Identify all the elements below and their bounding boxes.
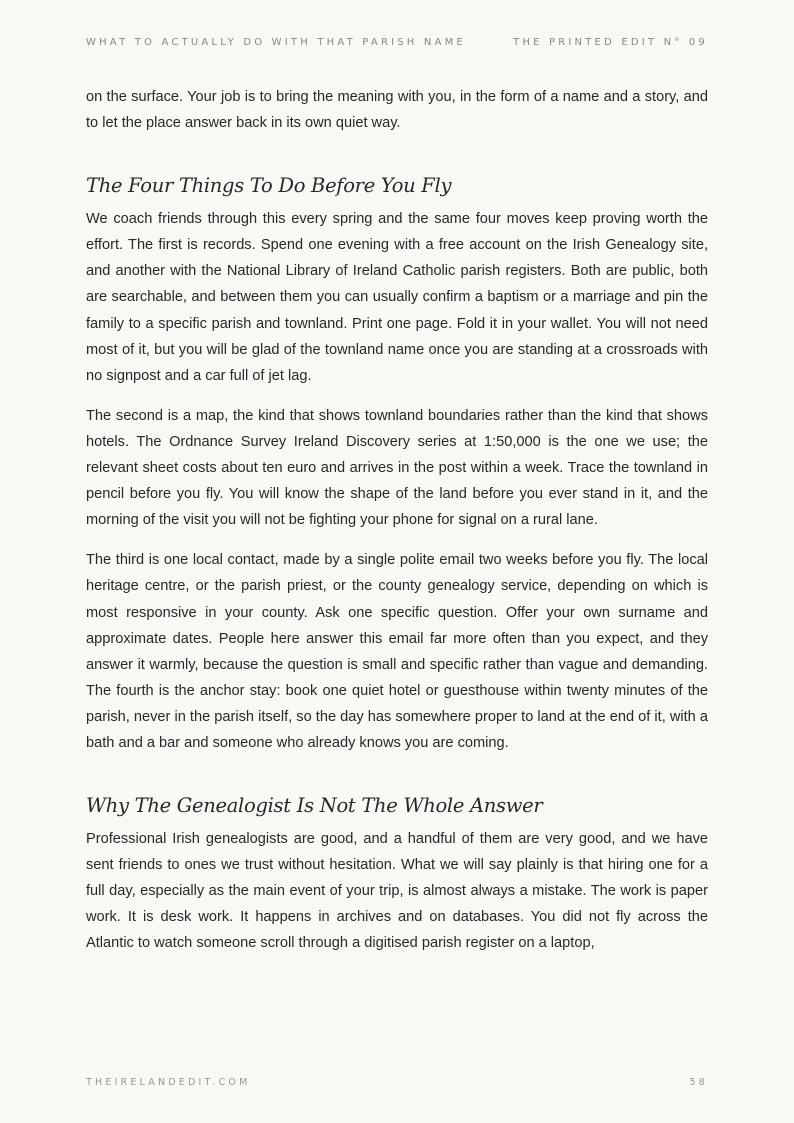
paragraph-genealogist: Professional Irish genealogists are good, and a handful of them are very good, and we have sent friends to ones we trust without hesitation. What we will say plainly is that hiring one for a full day, especially as the main event of your trip, is almost always a mistake. The work is paper work. It is desk work. It happens in archives and on databases. You did not fly across the Atlantic to watch someone scroll through a digitised parish register on a laptop, — [86, 831, 708, 952]
page-number: 58 — [689, 1077, 708, 1088]
continued-paragraph: on the surface. Your job is to bring the meaning with you, in the form of a name and a story, and to let the place answer back in its own quiet way. — [86, 89, 708, 132]
running-header-issue: THE PRINTED EDIT N° 09 — [513, 37, 708, 48]
running-header-title: WHAT TO ACTUALLY DO WITH THAT PARISH NAME — [86, 37, 466, 48]
running-header — [86, 37, 708, 48]
page-footer — [86, 1077, 708, 1088]
paragraph-records: We coach friends through this every spring and the same four moves keep proving worth the effort. The first is records. Spend one evening with a free account on the Irish Genealogy site, and another with the National Library of Ireland Catholic parish registers. Both are public, both are searchable, and between them you can usually confirm a baptism or a marriage and pin the family to a specific parish and townland. Print one page. Fold it in your wallet. You will not need most of it, but you will be glad of the townland name once you are standing at a crossroads with no signpost and a car full of jet lag. — [86, 211, 708, 384]
article-body — [86, 84, 708, 971]
section-heading-genealogist: Why The Genealogist Is Not The Whole Answer — [86, 794, 543, 818]
paragraph-local-contact: The third is one local contact, made by a single polite email two weeks before you fly. The local heritage centre, or the parish priest, or the county genealogy service, depending on which is most responsive in your county. Ask one specific question. Offer your own surname and approximate dates. People here answer this email far more often than you expect, and they answer it warmly, because the question is small and specific rather than vague and demanding. The fourth is the anchor stay: book one quiet hotel or guesthouse within twenty minutes of the parish, never in the parish itself, so the day has somewhere proper to land at the end of it, with a bath and a bar and someone who already knows you are coming. — [86, 552, 708, 751]
section-heading-four-things: The Four Things To Do Before You Fly — [86, 174, 452, 198]
paragraph-map: The second is a map, the kind that shows townland boundaries rather than the kind that shows hotels. The Ordnance Survey Ireland Discovery series at 1:50,000 is the one we use; the relevant sheet costs about ten euro and arrives in the post within a week. Trace the townland in pencil before you fly. You will know the shape of the land before you ever stand in it, and the morning of the visit you will not be fighting your phone for signal on a rural lane. — [86, 407, 708, 529]
footer-site: THEIRELANDEDIT.COM — [86, 1077, 251, 1088]
